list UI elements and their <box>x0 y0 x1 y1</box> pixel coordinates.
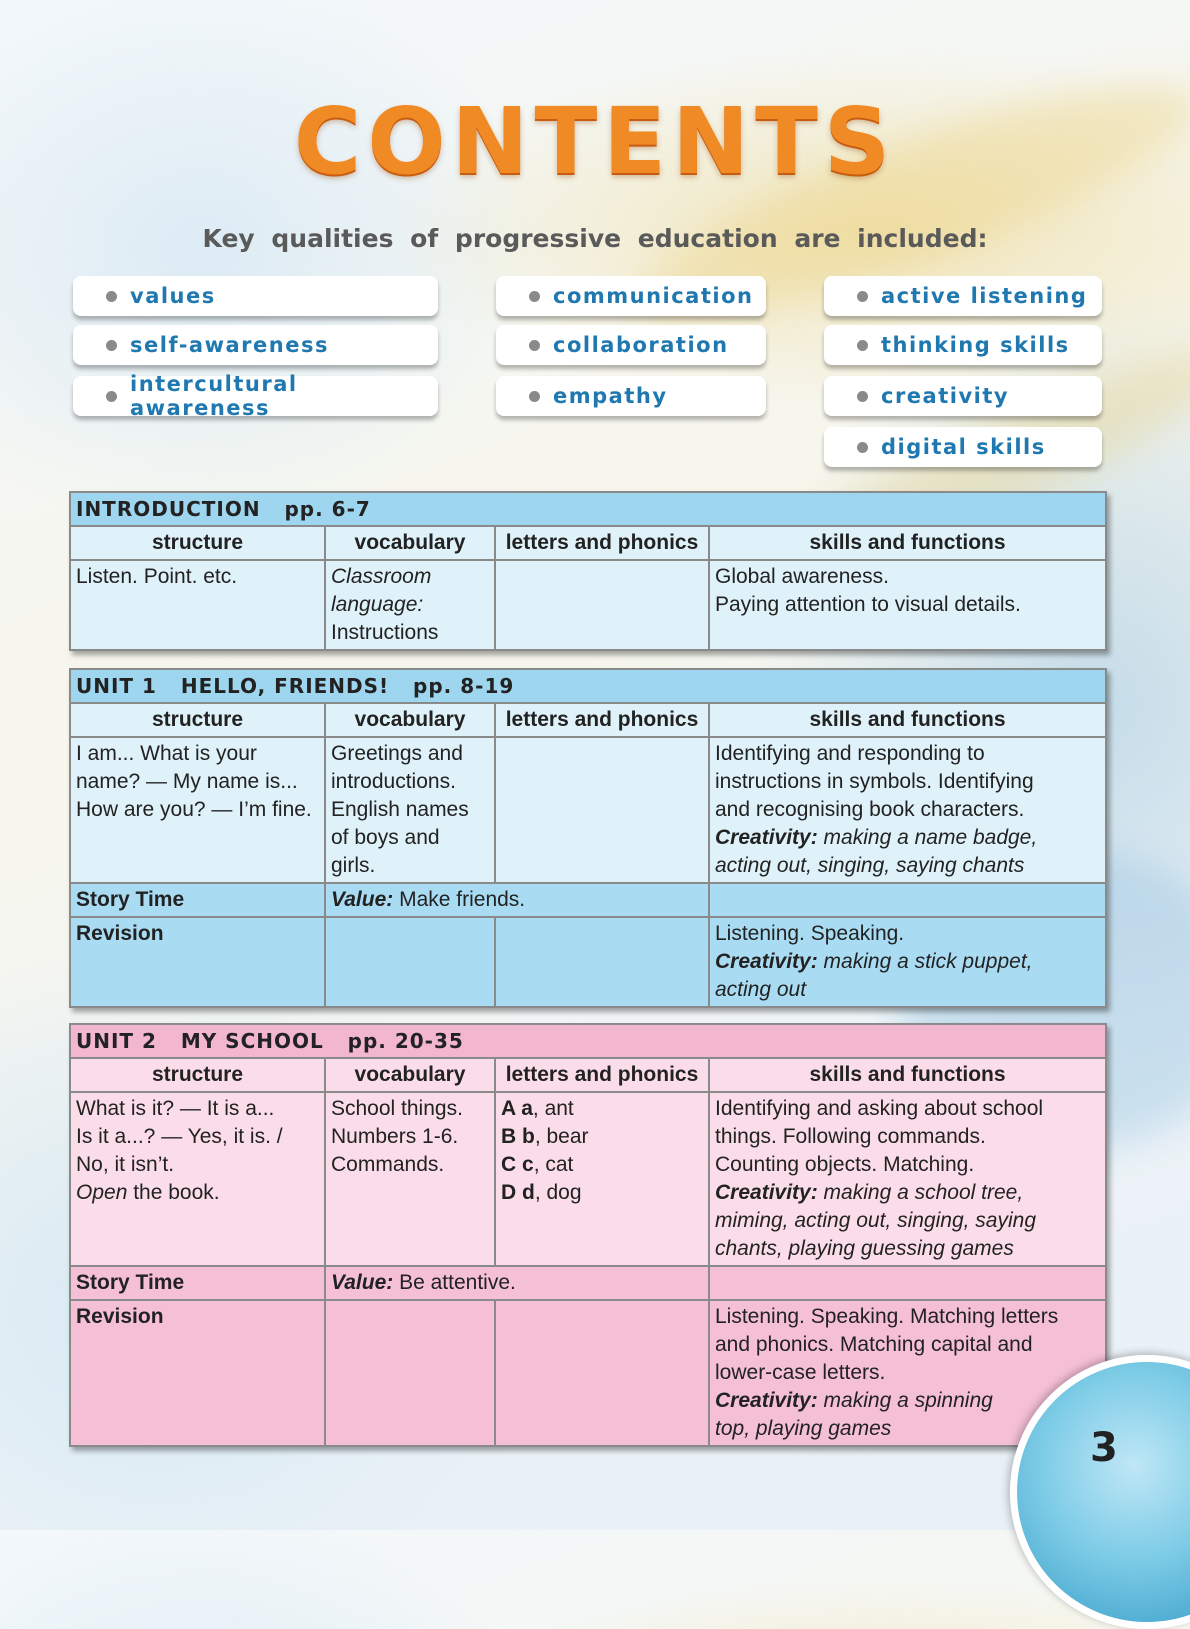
row-label: Revision <box>70 1300 325 1446</box>
column-header: structure <box>70 1058 325 1092</box>
table-row <box>70 1092 1106 1266</box>
cell-text: Commands. <box>331 1153 445 1176</box>
letter-pair: C c <box>501 1153 534 1176</box>
creativity-label: Creativity: <box>715 826 818 849</box>
cell-text: instructions in symbols. Identifying <box>715 770 1034 793</box>
column-header: letters and phonics <box>495 1058 709 1092</box>
cell-text: Is it a...? — Yes, it is. / <box>76 1125 283 1148</box>
cell-text: How are you? — I’m fine. <box>76 798 312 821</box>
cell-text: Paying attention to visual details. <box>715 593 1021 616</box>
bullet-icon <box>857 391 868 402</box>
cell-text: introductions. <box>331 770 456 793</box>
bullet-icon <box>857 291 868 302</box>
quality-label: self-awareness <box>130 333 329 357</box>
skills-cell <box>709 737 1106 883</box>
cell-text: acting out <box>715 978 807 1001</box>
cell-text: miming, acting out, singing, saying <box>715 1209 1036 1232</box>
phonics-word: , cat <box>533 1153 574 1176</box>
cell-text: girls. <box>331 854 376 877</box>
page-subtitle: Key qualities of progressive education are included: <box>202 224 988 253</box>
column-header: skills and functions <box>709 526 1106 560</box>
cell-text: Listen. Point. etc. <box>76 565 238 588</box>
cell-text: I am... What is your <box>76 742 257 765</box>
structure-cell <box>70 737 325 883</box>
unit-1-table <box>69 668 1107 1008</box>
quality-label: creativity <box>881 384 1010 408</box>
quality-label: intercultural awareness <box>130 372 298 420</box>
cell-text: making a spinning <box>823 1389 993 1412</box>
quality-label: digital skills <box>881 435 1046 459</box>
letters-cell <box>495 560 709 650</box>
letter-pair: D d <box>501 1181 535 1204</box>
page-number: 3 <box>1090 1425 1118 1471</box>
value-text: Be attentive. <box>399 1271 516 1294</box>
bullet-icon <box>106 391 117 402</box>
cell-text: making a name badge, <box>823 826 1038 849</box>
quality-label: active listening <box>881 284 1088 308</box>
quality-pill <box>73 372 438 420</box>
vocabulary-cell <box>325 560 495 650</box>
cell-text: and phonics. Matching capital and <box>715 1333 1033 1356</box>
value-label: Value: <box>331 888 394 911</box>
cell-text: Instructions <box>331 621 439 644</box>
column-header: vocabulary <box>325 526 495 560</box>
cell-text: making a stick puppet, <box>823 950 1033 973</box>
phonics-word: , bear <box>534 1125 589 1148</box>
structure-cell <box>70 560 325 650</box>
cell-text: Greetings and <box>331 742 463 765</box>
table-header: INTRODUCTION pp. 6-7 <box>70 492 1106 526</box>
creativity-label: Creativity: <box>715 950 818 973</box>
row-label: Story Time <box>70 1266 325 1300</box>
table-row <box>70 737 1106 883</box>
cell-text: top, playing games <box>715 1417 892 1440</box>
value-label: Value: <box>331 1271 394 1294</box>
page-title: CONTENTS <box>293 88 897 195</box>
table-header: UNIT 2 MY SCHOOL pp. 20-35 <box>70 1024 1106 1058</box>
skills-cell <box>709 883 1106 917</box>
vocabulary-cell <box>325 917 495 1007</box>
quality-pill <box>496 376 766 416</box>
quality-pill <box>496 276 766 316</box>
cell-text: Listening. Speaking. Matching letters <box>715 1305 1059 1328</box>
column-header: vocabulary <box>325 1058 495 1092</box>
quality-pill <box>824 376 1102 416</box>
bullet-icon <box>529 340 540 351</box>
structure-cell <box>70 1092 325 1266</box>
cell-text: making a school tree, <box>823 1181 1024 1204</box>
quality-pill <box>824 276 1102 316</box>
vocabulary-cell <box>325 1300 495 1446</box>
letters-cell <box>495 737 709 883</box>
table-header: UNIT 1 HELLO, FRIENDS! pp. 8-19 <box>70 669 1106 703</box>
quality-label: communication <box>553 284 754 308</box>
value-cell <box>325 1266 709 1300</box>
cell-text: Global awareness. <box>715 565 889 588</box>
creativity-label: Creativity: <box>715 1389 818 1412</box>
bullet-icon <box>529 291 540 302</box>
skills-cell <box>709 560 1106 650</box>
column-header: letters and phonics <box>495 703 709 737</box>
cell-text: language: <box>331 593 424 616</box>
story-time-row <box>70 1266 1106 1300</box>
row-label: Story Time <box>70 883 325 917</box>
letter-pair: B b <box>501 1125 535 1148</box>
cell-text: Open <box>76 1181 128 1204</box>
cell-text: lower-case letters. <box>715 1361 886 1384</box>
cell-text: School things. <box>331 1097 463 1120</box>
bullet-icon <box>106 340 117 351</box>
skills-cell <box>709 1266 1106 1300</box>
value-cell <box>325 883 709 917</box>
bullet-icon <box>857 340 868 351</box>
vocabulary-cell <box>325 737 495 883</box>
revision-row <box>70 1300 1106 1446</box>
table-row <box>70 560 1106 650</box>
unit-2-table <box>69 1023 1107 1447</box>
quality-label: values <box>130 284 216 308</box>
introduction-table <box>69 491 1107 651</box>
column-header: skills and functions <box>709 703 1106 737</box>
cell-text: What is it? — It is a... <box>76 1097 275 1120</box>
skills-cell <box>709 1092 1106 1266</box>
row-label: Revision <box>70 917 325 1007</box>
quality-label: thinking skills <box>881 333 1070 357</box>
column-header: letters and phonics <box>495 526 709 560</box>
letters-cell <box>495 1300 709 1446</box>
cell-text: chants, playing guessing games <box>715 1237 1014 1260</box>
skills-cell <box>709 917 1106 1007</box>
quality-pill <box>496 325 766 365</box>
cell-text: Identifying and asking about school <box>715 1097 1044 1120</box>
quality-pill <box>73 276 438 316</box>
column-header: vocabulary <box>325 703 495 737</box>
letters-cell <box>495 917 709 1007</box>
cell-text: Identifying and responding to <box>715 742 985 765</box>
quality-pill <box>73 325 438 365</box>
cell-text: things. Following commands. <box>715 1125 986 1148</box>
quality-pill <box>824 325 1102 365</box>
letter-pair: A a <box>501 1097 533 1120</box>
cell-text: English names <box>331 798 469 821</box>
column-header: structure <box>70 526 325 560</box>
value-text: Make friends. <box>399 888 526 911</box>
quality-label: collaboration <box>553 333 729 357</box>
cell-text: of boys and <box>331 826 440 849</box>
quality-label: empathy <box>553 384 668 408</box>
column-header: structure <box>70 703 325 737</box>
creativity-label: Creativity: <box>715 1181 818 1204</box>
story-time-row <box>70 883 1106 917</box>
cell-text: the book. <box>133 1181 220 1204</box>
cell-text: Listening. Speaking. <box>715 922 905 945</box>
bullet-icon <box>106 291 117 302</box>
quality-pill <box>824 427 1102 467</box>
cell-text: Numbers 1-6. <box>331 1125 459 1148</box>
phonics-word: , dog <box>534 1181 582 1204</box>
cell-text: and recognising book characters. <box>715 798 1025 821</box>
column-header: skills and functions <box>709 1058 1106 1092</box>
cell-text: acting out, singing, saying chants <box>715 854 1025 877</box>
letters-cell <box>495 1092 709 1266</box>
bullet-icon <box>857 442 868 453</box>
phonics-word: , ant <box>532 1097 574 1120</box>
revision-row <box>70 917 1106 1007</box>
cell-text: name? — My name is... <box>76 770 298 793</box>
cell-text: Classroom <box>331 565 432 588</box>
vocabulary-cell <box>325 1092 495 1266</box>
cell-text: Counting objects. Matching. <box>715 1153 975 1176</box>
bullet-icon <box>529 391 540 402</box>
cell-text: No, it isn’t. <box>76 1153 175 1176</box>
